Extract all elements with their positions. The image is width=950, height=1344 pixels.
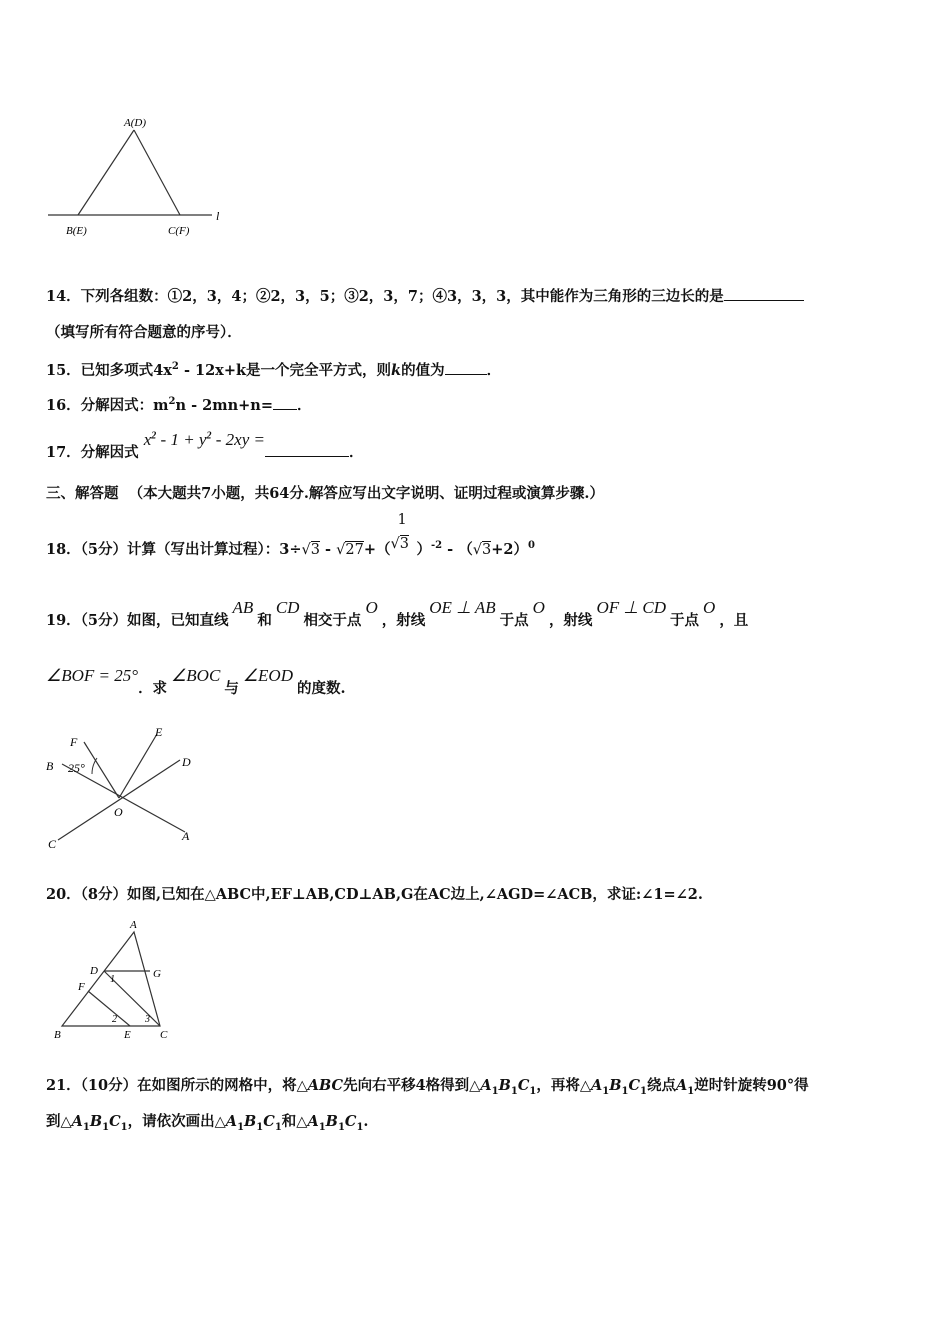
q20-text: 20．（8分）如图,已知在△ABC中,EF⊥AB,CD⊥AB,G在AC边上,∠AGD=∠ACB，求证:∠1=∠2. — [46, 886, 703, 903]
label-b-e: B(E) — [66, 225, 87, 237]
fig20-label-d: D — [90, 965, 98, 977]
question-21-line2 — [46, 1112, 368, 1138]
fig19-label-o: O — [114, 805, 123, 819]
lines-figure-19 — [40, 722, 210, 852]
q21-a1-a-sub: 1 — [491, 1085, 499, 1097]
q17-expr-b: - 1 + y — [156, 429, 207, 449]
q21-a1-f-sub: 1 — [318, 1121, 326, 1133]
q18-frac-den: √3 — [390, 536, 409, 552]
q19-jiao: 相交于点 — [303, 612, 362, 629]
fig19-label-c: C — [48, 837, 57, 851]
question-18 — [46, 512, 535, 560]
q21-c1-a-sub: 1 — [529, 1085, 537, 1097]
q21-b1-b-sub: 1 — [621, 1085, 629, 1097]
q18-fraction — [390, 512, 416, 554]
q18-sqrt3b: √3 — [472, 542, 492, 558]
fig20-label-g: G — [153, 968, 161, 980]
q17-sq2: 2 — [206, 430, 212, 441]
question-21-line1 — [46, 1076, 809, 1102]
q21-a1-c-sub: 1 — [687, 1085, 695, 1097]
q19-qie: ，且 — [719, 612, 749, 629]
q16-prefix: 16．分解因式：m — [46, 396, 169, 414]
fig19-label-b: B — [46, 759, 54, 773]
q15-suffix: 的值为 — [401, 361, 445, 379]
q18-frac-r: 3 — [399, 536, 409, 552]
q15-end: ． — [486, 361, 502, 379]
fig20-label-e: E — [124, 1029, 131, 1041]
fig20-label-3: 3 — [145, 1014, 150, 1025]
q15-k: k — [391, 361, 402, 379]
q21-a1-c: A — [675, 1077, 688, 1094]
q21-b1-b: B — [609, 1077, 622, 1094]
q21-c1-f-sub: 1 — [356, 1121, 364, 1133]
q21-b1-d-sub: 1 — [102, 1121, 110, 1133]
section-3-header — [46, 484, 604, 504]
q18-exp1: -2 — [430, 540, 443, 552]
q15-poly-b: - 12x+k — [178, 361, 247, 379]
q21-l1-b: 先向右平移4格得到△ — [343, 1077, 481, 1094]
q19-o1: O — [365, 598, 378, 617]
label-l: l — [216, 209, 220, 223]
triangle-figure-13 — [40, 110, 240, 240]
q19-yu2: 于点 — [670, 612, 700, 629]
q21-c1-d-sub: 1 — [120, 1121, 128, 1133]
q21-c1-d: C — [109, 1113, 121, 1130]
fig20-label-c: C — [160, 1029, 168, 1041]
q18-minus: - — [320, 541, 337, 558]
q18-close: ） — [416, 541, 431, 558]
q21-a1-f: A — [307, 1113, 319, 1130]
q21-l1-d: 绕点 — [646, 1077, 676, 1094]
q14-note: （填写所有符合题意的序号）． — [46, 324, 242, 341]
q21-c1-e: C — [263, 1113, 275, 1130]
fig20-label-f: F — [78, 981, 85, 993]
q15-poly-sup: 2 — [171, 361, 179, 372]
q16-end: ． — [296, 396, 312, 414]
q18-plus: +（ — [363, 541, 391, 558]
q19-shex2: ，射线 — [548, 612, 593, 629]
fig19-label-d: D — [182, 755, 191, 769]
question-14 — [46, 286, 804, 307]
q21-a1-e: A — [225, 1113, 238, 1130]
q19-angle: ∠BOF = 25° — [46, 666, 139, 685]
q21-b1-f: B — [325, 1113, 338, 1130]
q21-l1-e: 逆时针旋转90°得 — [694, 1077, 809, 1094]
q15-prefix: 15．已知多项式 — [46, 361, 154, 379]
q21-l2-b: ，请依次画出△ — [127, 1113, 226, 1130]
q15-mid: 是一个完全平方式，则 — [246, 361, 392, 379]
q19-o2: O — [532, 598, 545, 617]
q21-a1-d-sub: 1 — [82, 1121, 90, 1133]
triangle-figure-20 — [44, 914, 184, 1046]
q21-l2-a: 到△ — [46, 1113, 72, 1130]
section-3-desc: （本大题共7小题，共64分.解答应写出文字说明、证明过程或演算步骤.） — [128, 485, 604, 502]
q19-cd: CD — [275, 598, 300, 617]
q17-prefix: 17．分解因式 — [46, 443, 139, 461]
section-3-title: 三、解答题 — [46, 485, 119, 502]
fig19-label-a: A — [182, 829, 190, 843]
q19-oe: OE ⊥ AB — [429, 598, 496, 617]
q21-c1-b-sub: 1 — [640, 1085, 647, 1097]
q17-expr-c: - 2xy = — [211, 429, 265, 449]
fig20-label-b: B — [54, 1029, 61, 1041]
q18-minus2: - （ — [442, 541, 473, 558]
q18-exp2: 0 — [527, 540, 535, 552]
q18-sqrt3: √3 — [301, 542, 320, 558]
q21-l2-d: . — [363, 1113, 369, 1130]
q21-b1-e: B — [244, 1113, 257, 1130]
fig20-label-1: 1 — [110, 974, 115, 985]
q15-blank — [445, 360, 487, 375]
q14-text: 14．下列各组数：①2，3，4；②2，3，5；③2，3，7；④3，3，3，其中能作为三角形的三边长的是 — [46, 288, 724, 305]
q21-l1-a: 21．（10分）在如图所示的网格中，将△ — [46, 1077, 308, 1094]
q17-end: ． — [348, 443, 364, 461]
q17-sq1: 2 — [151, 430, 157, 441]
q17-blank — [265, 442, 349, 457]
q18-r3: 3 — [310, 542, 320, 558]
q21-a1-b: A — [590, 1077, 603, 1094]
question-15 — [46, 357, 501, 381]
q16-sup: 2 — [168, 396, 176, 407]
q21-a1-d: A — [71, 1113, 83, 1130]
q19-end: 的度数. — [297, 680, 346, 697]
q19-he: 和 — [257, 612, 272, 629]
q21-c1-b: C — [628, 1077, 640, 1094]
label-c-f: C(F) — [168, 225, 190, 237]
q19-shex1: ，射线 — [381, 612, 426, 629]
q18-sqrt27: √27 — [336, 542, 364, 558]
q19-l1-a: 19．（5分）如图，已知直线 — [46, 612, 229, 629]
q21-b1-e-sub: 1 — [256, 1121, 264, 1133]
question-16 — [46, 392, 311, 416]
q21-b1-f-sub: 1 — [337, 1121, 345, 1133]
q17-expr-a: x — [143, 429, 152, 449]
q19-of: OF ⊥ CD — [596, 598, 667, 617]
q14-blank — [724, 286, 804, 301]
q21-a1-b-sub: 1 — [602, 1085, 610, 1097]
q21-l1-c: ，再将△ — [536, 1077, 591, 1094]
q21-b1-a-sub: 1 — [510, 1085, 518, 1097]
q21-a1-e-sub: 1 — [237, 1121, 245, 1133]
fig19-label-f: F — [70, 735, 78, 749]
q19-qiu: ．求 — [138, 680, 168, 697]
fig19-label-e: E — [155, 725, 163, 739]
q18-prefix: 18．（5分）计算（写出计算过程）：3÷ — [46, 541, 302, 558]
q19-yu1: 于点 — [499, 612, 529, 629]
q19-boc: ∠BOC — [171, 666, 221, 685]
fig20-label-2: 2 — [112, 1014, 117, 1025]
question-20 — [46, 885, 703, 905]
question-14-note — [46, 323, 242, 343]
label-a-d: A(D) — [124, 117, 146, 129]
q16-rest: n - 2mn+n= — [175, 396, 273, 414]
q21-c1-a: C — [517, 1077, 530, 1094]
q18-r27: 27 — [345, 542, 364, 558]
q18-frac-num: 1 — [397, 512, 407, 528]
q21-c1-e-sub: 1 — [274, 1121, 282, 1133]
q17-expression — [144, 430, 265, 449]
fig19-angle: 25° — [68, 761, 85, 775]
q19-ab: AB — [232, 598, 254, 617]
q21-b1-d: B — [89, 1113, 103, 1130]
question-19-line1 — [46, 598, 749, 629]
q21-b1-a: B — [498, 1077, 511, 1094]
question-19-line2 — [46, 666, 346, 697]
q19-yu3: 与 — [224, 680, 239, 697]
q21-a1-a: A — [480, 1077, 492, 1094]
q21-abc: ABC — [307, 1077, 344, 1094]
q19-o3: O — [703, 598, 716, 617]
q21-c1-f: C — [344, 1113, 357, 1130]
q16-blank — [273, 395, 297, 410]
q15-poly-a: 4x — [153, 361, 172, 379]
question-17 — [46, 429, 364, 461]
q19-eod: ∠EOD — [242, 666, 293, 685]
q21-l2-c: 和△ — [281, 1113, 308, 1130]
q18-plus2: +2） — [491, 541, 528, 558]
fig20-label-a: A — [130, 919, 137, 931]
q18-r3b: 3 — [481, 542, 492, 558]
